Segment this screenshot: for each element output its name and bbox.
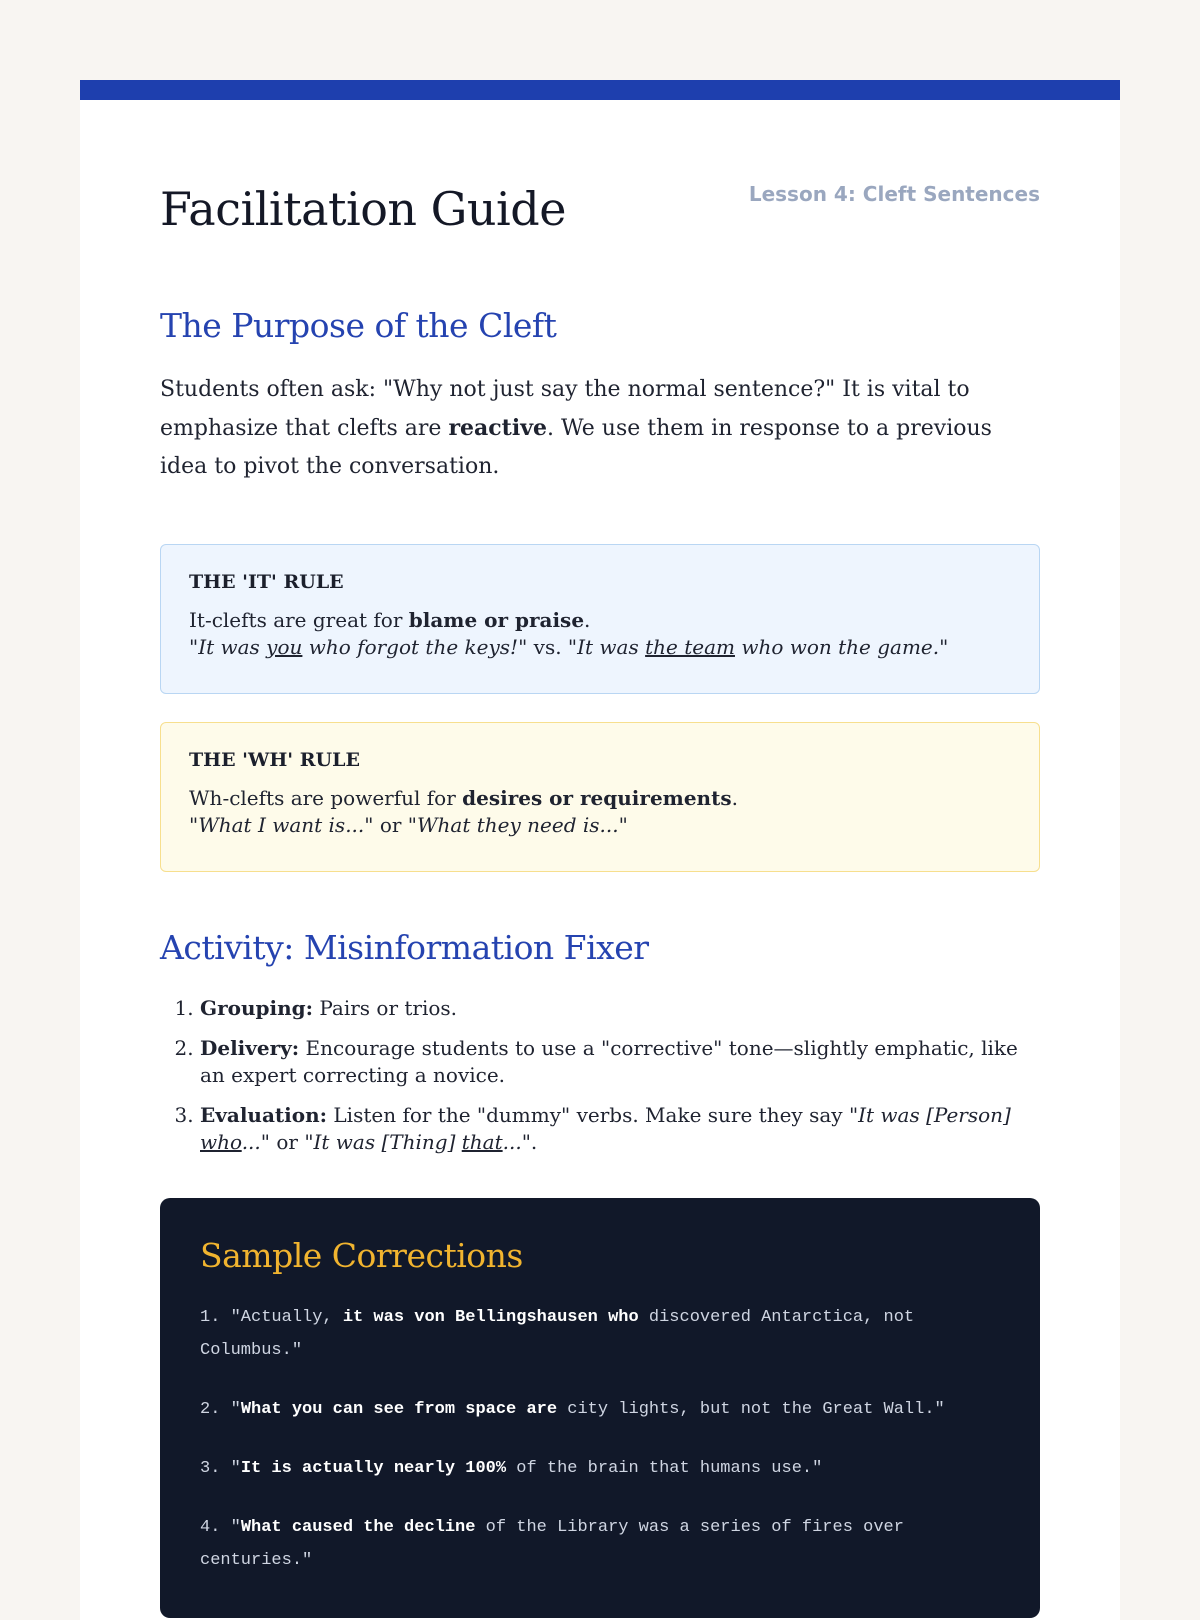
step-example-1-start: "It was [Person] [848, 1103, 1011, 1127]
it-example-1-focus: you [266, 635, 303, 659]
wh-rule-examples [189, 812, 1011, 839]
sample-correction [200, 1452, 1000, 1485]
sample-corrections-panel [160, 1198, 1040, 1618]
step-example-1-focus: who [200, 1130, 242, 1154]
correction-cleft: What caused the decline [240, 1518, 476, 1537]
it-rule-title: THE 'IT' RULE [189, 571, 344, 593]
it-example-2-end: who won the game." [734, 635, 949, 659]
sample-corrections-heading: Sample Corrections [200, 1236, 523, 1275]
step-example-1-end: ..." [241, 1130, 270, 1154]
wh-rule-lead: Wh-clefts are powerful for [189, 786, 463, 810]
purpose-keyword: reactive [448, 415, 547, 441]
sample-correction [200, 1393, 1000, 1426]
wh-example-2: "What they need is..." [407, 813, 628, 837]
step-text: Pairs or trios. [313, 996, 458, 1020]
purpose-paragraph [160, 371, 1040, 486]
it-rule-focus: blame or praise [408, 608, 585, 632]
purpose-text-end: . We use them in response to a previous idea to pivot the conversation. [160, 416, 992, 479]
correction-rest: discovered Antarctica, not Columbus." [200, 1308, 915, 1360]
wh-example-1: "What I want is..." [189, 813, 374, 837]
page-content [80, 100, 1120, 1618]
sample-correction [200, 1511, 1000, 1577]
it-example-2-start: "It was [567, 635, 646, 659]
it-rule-box [160, 544, 1040, 694]
activity-step [200, 995, 1040, 1022]
it-rule-end: . [584, 608, 591, 632]
correction-cleft: It is actually nearly 100% [240, 1459, 507, 1478]
step-text: Encourage students to use a "corrective" tone—slightly emphatic, like an expert correcting a novice. [200, 1036, 1018, 1087]
activity-heading: Activity: Misinformation Fixer [160, 928, 649, 967]
correction-rest: of the Library was a series of fires over centuries." [200, 1518, 904, 1570]
it-example-1 [189, 635, 527, 659]
step-example-2-focus: that [461, 1130, 503, 1154]
step-end: . [530, 1130, 538, 1154]
step-label: Grouping: [200, 996, 313, 1020]
correction-rest: of the brain that humans use." [506, 1459, 823, 1478]
page-header [160, 100, 1040, 260]
correction-cleft: What you can see from space are [240, 1400, 558, 1419]
purpose-text-start: Students often ask: "Why not just say the normal sentence?" It is vital to emphasize that clefts are [160, 377, 970, 441]
it-example-2 [568, 635, 948, 659]
wh-rule-box [160, 722, 1040, 872]
step-text: Listen for the "dummy" verbs. Make sure they say [327, 1103, 849, 1127]
correction-cleft: it was von Bellingshausen who [342, 1308, 639, 1327]
it-example-1-start: "It was [189, 635, 267, 659]
wh-rule-description [189, 785, 1011, 812]
it-rule-examples [189, 634, 1011, 661]
purpose-heading: The Purpose of the Cleft [160, 306, 557, 345]
step-example-2 [304, 1130, 531, 1154]
step-example-2-end: ..." [502, 1130, 531, 1154]
guide-page [80, 80, 1120, 1620]
correction-rest: city lights, but not the Great Wall." [557, 1400, 945, 1419]
page-title: Facilitation Guide [160, 182, 566, 236]
sample-correction [200, 1301, 1000, 1367]
lesson-tag: Lesson 4: Cleft Sentences [748, 182, 1040, 206]
step-label: Evaluation: [200, 1103, 328, 1127]
wh-rule-focus: desires or requirements [462, 786, 732, 810]
correction-prefix: 3. " [200, 1459, 241, 1478]
step-example-or: or [269, 1130, 305, 1154]
correction-prefix: 2. " [200, 1400, 241, 1419]
it-rule-description [189, 607, 1011, 634]
activity-step [200, 1035, 1040, 1089]
it-example-vs: vs. [527, 635, 568, 659]
correction-prefix: 1. "Actually, [200, 1308, 343, 1327]
wh-rule-title: THE 'WH' RULE [189, 749, 360, 771]
correction-prefix: 4. " [200, 1518, 241, 1537]
activity-step [200, 1102, 1040, 1156]
activity-steps-list [160, 995, 1040, 1156]
it-example-2-focus: the team [645, 635, 735, 659]
it-rule-lead: It-clefts are great for [189, 608, 409, 632]
step-label: Delivery: [200, 1036, 300, 1060]
wh-example-or: or [373, 813, 408, 837]
top-accent-bar [80, 80, 1120, 100]
wh-rule-end: . [731, 786, 738, 810]
it-example-1-end: who forgot the keys!" [302, 635, 528, 659]
step-example-2-start: "It was [Thing] [304, 1130, 462, 1154]
